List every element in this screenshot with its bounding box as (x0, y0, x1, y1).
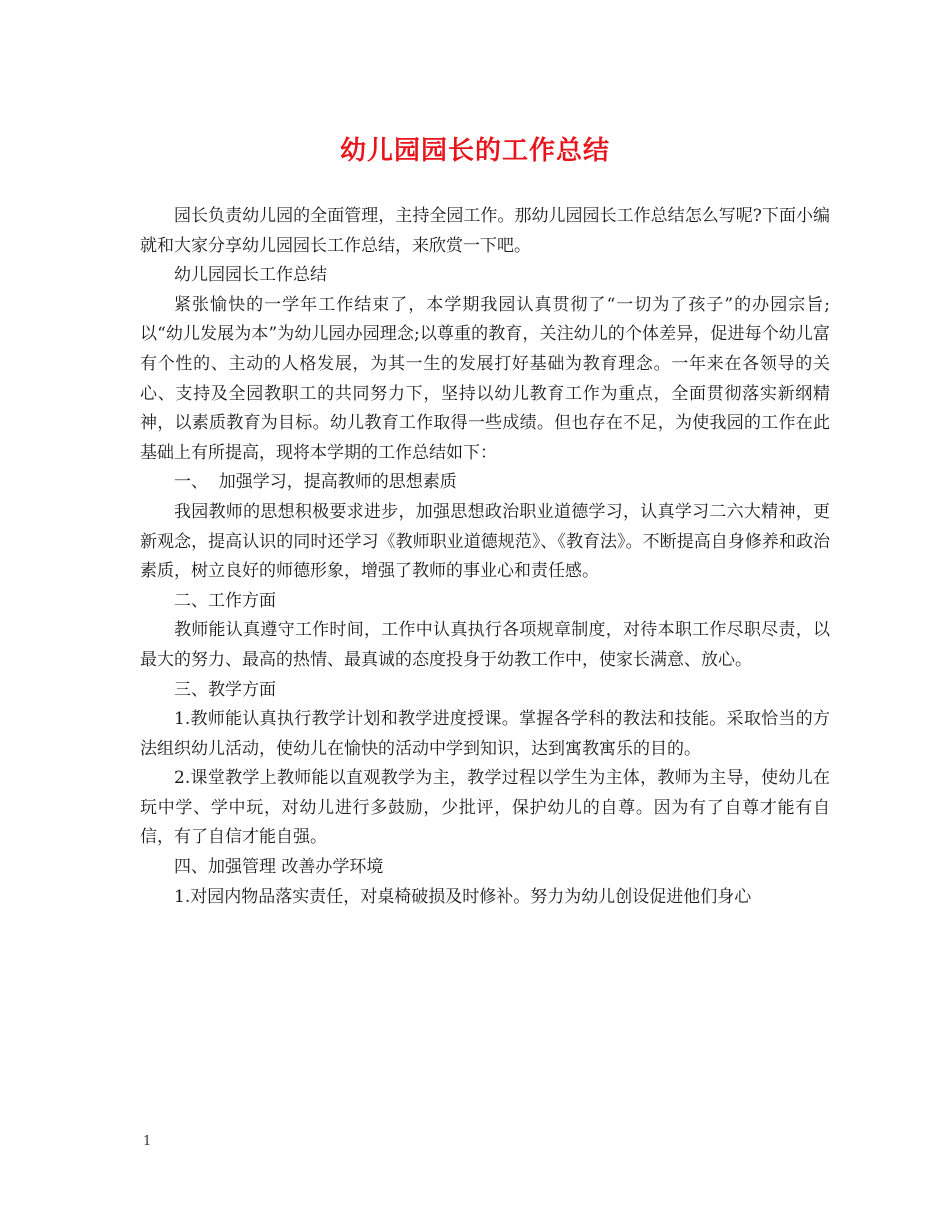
section-heading-3: 三、教学方面 (174, 679, 276, 700)
paragraph-section-2: 教师能认真遵守工作时间，工作中认真执行各项规章制度，对待本职工作尽职尽责，以最大的努力、最高的热情、最真诚的态度投身于幼教工作中，使家长满意、放心。 (140, 620, 830, 670)
page-number: 1 (143, 1134, 152, 1149)
document-body (140, 202, 830, 912)
paragraph-intro: 园长负责幼儿园的全面管理，主持全园工作。那幼儿园园长工作总结怎么写呢?下面小编就和大家分享幼儿园园长工作总结，来欣赏一下吧。 (140, 206, 830, 256)
paragraph-section-3-item-2: 2.课堂教学上教师能以直观教学为主，教学过程以学生为主体，教师为主导，使幼儿在玩中学、学中玩，对幼儿进行多鼓励，少批评，保护幼儿的自尊。因为有了自尊才能有自信，有了自信才能自强。 (140, 768, 830, 848)
paragraph-subtitle: 幼儿园园长工作总结 (174, 265, 327, 286)
paragraph-section-4-item-1: 1.对园内物品落实责任，对桌椅破损及时修补。努力为幼儿创设促进他们身心 (174, 886, 752, 907)
section-heading-2: 二、工作方面 (174, 590, 276, 611)
paragraph-section-3-item-1: 1.教师能认真执行教学计划和教学进度授课。掌握各学科的教法和技能。采取恰当的方法组织幼儿活动，使幼儿在愉快的活动中学到知识，达到寓教寓乐的目的。 (140, 709, 830, 759)
section-heading-1: 一、 加强学习，提高教师的思想素质 (174, 472, 457, 493)
document-title: 幼儿园园长的工作总结 (339, 136, 610, 166)
paragraph-section-1: 我园教师的思想积极要求进步，加强思想政治职业道德学习，认真学习二六大精神，更新观念，提高认识的同时还学习《教师职业道德规范》、《教育法》。不断提高自身修养和政治素质，树立良好的师德形象，增强了教师的事业心和责任感。 (140, 501, 830, 582)
paragraph-overview: 紧张愉快的一学年工作结束了，本学期我园认真贯彻了“一切为了孩子”的办园宗旨;以“幼儿发展为本”为幼儿园办园理念;以尊重的教育，关注幼儿的个体差异，促进每个幼儿富有个性的、主动的人格发展，为其一生的发展打好基础为教育理念。一年来在各领导的关心、支持及全园教职工的共同努力下，坚持以幼儿教育工作为重点，全面贯彻落实新纲精神，以素质教育为目标。幼儿教育工作取得一些成绩。但也存在不足，为使我园的工作在此基础上有所提高，现将本学期的工作总结如下： (140, 294, 830, 463)
section-heading-4: 四、加强管理 改善办学环境 (174, 857, 384, 878)
